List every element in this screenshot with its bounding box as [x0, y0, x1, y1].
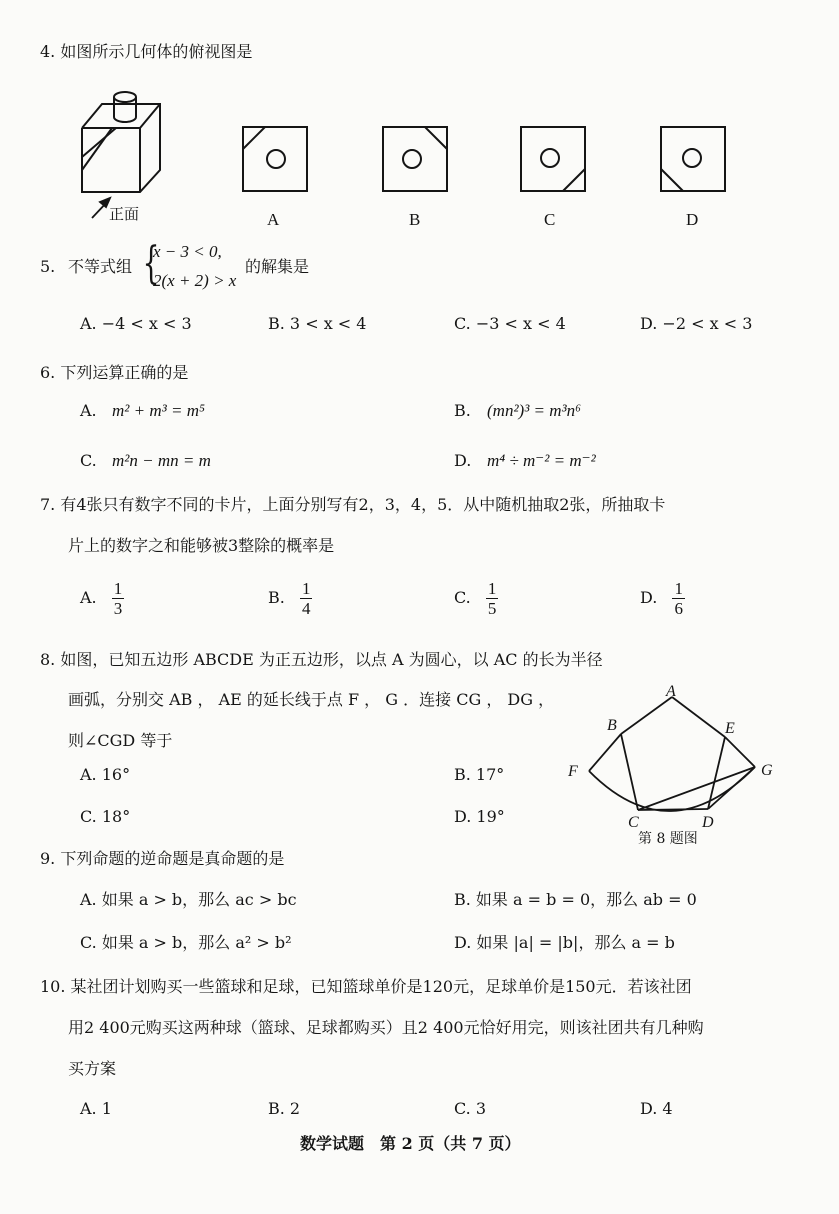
q7-option-b-label: B. — [268, 588, 285, 607]
point-b: B — [607, 717, 617, 734]
q7-option-a-label: A. — [80, 588, 97, 607]
q4-option-a: A — [267, 210, 280, 229]
q6-option-d-label: D. — [454, 451, 472, 470]
q6-option-c-expr: m²n − mn = m — [112, 451, 211, 470]
q9-stem: 9. 下列命题的逆命题是真命题的是 — [40, 849, 285, 868]
q8-option-c: C. 18° — [80, 807, 131, 826]
q8-line3: 则∠CGD 等于 — [68, 731, 173, 750]
option-a-figure — [243, 127, 307, 191]
q7-option-a-den: 3 — [113, 599, 123, 618]
q8-figure — [565, 685, 795, 835]
front-label: 正面 — [109, 205, 140, 223]
q7-option-d-num: 1 — [674, 579, 683, 598]
page-footer: 数学试题 第 2 页（共 7 页） — [300, 1134, 521, 1153]
q7-option-b-num: 1 — [301, 579, 311, 598]
q5-option-b: B. 3 < x < 4 — [268, 314, 367, 333]
q7-option-d — [640, 580, 685, 617]
q8-option-d: D. 19° — [454, 807, 505, 826]
q6-stem: 6. 下列运算正确的是 — [40, 363, 189, 382]
q10-line1: 10. 某社团计划购买一些篮球和足球，已知篮球单价是120元，足球单价是150元．若该社团 — [40, 977, 692, 996]
q7-line2: 片上的数字之和能够被3整除的概率是 — [68, 536, 335, 555]
q7-option-b-den: 4 — [301, 599, 311, 618]
q5-brace: { — [142, 238, 160, 289]
q5-prefix: 不等式组 — [68, 257, 133, 276]
point-g: G — [761, 762, 773, 779]
q8-option-a: A. 16° — [80, 765, 131, 784]
q5-line2: 2(x + 2) > x — [153, 271, 237, 290]
q5-number: 5. — [40, 257, 56, 276]
q4-option-c: C — [544, 210, 556, 229]
q10-line3: 买方案 — [68, 1059, 117, 1078]
q4-stem: 4. 如图所示几何体的俯视图是 — [40, 42, 253, 61]
point-a: A — [666, 685, 676, 700]
q5-line1: x − 3 < 0, — [153, 242, 222, 261]
q10-option-b: B. 2 — [268, 1099, 301, 1118]
q7-option-b — [268, 580, 312, 617]
q7-option-c-den: 5 — [487, 599, 497, 618]
q8-caption: 第 8 题图 — [638, 831, 698, 847]
q9-option-c: C. 如果 a > b，那么 a² > b² — [80, 933, 292, 952]
q5-option-d: D. −2 < x < 3 — [640, 314, 753, 333]
option-c-figure — [521, 127, 585, 191]
q9-option-a: A. 如果 a > b，那么 ac > bc — [80, 890, 297, 909]
q6-option-d-expr: m⁴ ÷ m⁻² = m⁻² — [487, 451, 596, 470]
q5-option-a: A. −4 < x < 3 — [80, 314, 192, 333]
q8-line2: 画弧，分别交 AB ， AE 的延长线于点 F ， G ．连接 CG ， DG ， — [68, 690, 555, 709]
q10-line2: 用2 400元购买这两种球（篮球、足球都购买）且2 400元恰好用完，则该社团共有几种购 — [68, 1018, 704, 1037]
point-f: F — [568, 763, 578, 780]
q8-option-b: B. 17° — [454, 765, 505, 784]
option-b-figure — [383, 127, 447, 191]
solid-figure — [82, 92, 160, 192]
q7-option-c-num: 1 — [487, 579, 497, 598]
q7-option-b-fraction — [300, 580, 313, 617]
q6-option-b-expr: (mn²)³ = m³n⁶ — [487, 401, 582, 420]
q7-option-c — [454, 580, 498, 617]
point-d: D — [702, 814, 714, 831]
q8-line1: 8. 如图，已知五边形 ABCDE 为正五边形，以点 A 为圆心，以 AC 的长为半径 — [40, 650, 603, 669]
q7-option-a-num: 1 — [113, 579, 123, 598]
q6-option-c-label: C. — [80, 451, 97, 470]
q9-option-d: D. 如果 |a| = |b|，那么 a = b — [454, 933, 675, 952]
q10-option-d: D. 4 — [640, 1099, 673, 1118]
option-d-figure — [661, 127, 725, 191]
q10-option-a: A. 1 — [80, 1099, 112, 1118]
front-arrow — [92, 198, 110, 218]
q5-option-c: C. −3 < x < 4 — [454, 314, 566, 333]
q6-option-b-label: B. — [454, 401, 471, 420]
q7-option-d-label: D. — [640, 588, 658, 607]
q5-suffix: 的解集是 — [245, 257, 310, 276]
q9-option-b: B. 如果 a = b = 0，那么 ab = 0 — [454, 890, 697, 909]
q10-option-c: C. 3 — [454, 1099, 487, 1118]
q7-option-a — [80, 580, 124, 617]
q7-line1: 7. 有4张只有数字不同的卡片，上面分别写有2，3，4，5．从中随机抽取2张，所抽取卡 — [40, 495, 666, 514]
point-c: C — [628, 814, 639, 831]
q6-option-a-expr: m² + m³ = m⁵ — [112, 401, 205, 420]
q7-option-d-fraction — [672, 580, 685, 617]
q7-option-a-fraction — [112, 580, 125, 617]
q4-option-b: B — [409, 210, 421, 229]
q4-option-d: D — [686, 210, 699, 229]
q7-option-c-fraction — [486, 580, 499, 617]
q7-option-c-label: C. — [454, 588, 471, 607]
q6-option-a-label: A. — [80, 401, 97, 420]
point-e: E — [725, 720, 735, 737]
q7-option-d-den: 6 — [674, 599, 683, 618]
